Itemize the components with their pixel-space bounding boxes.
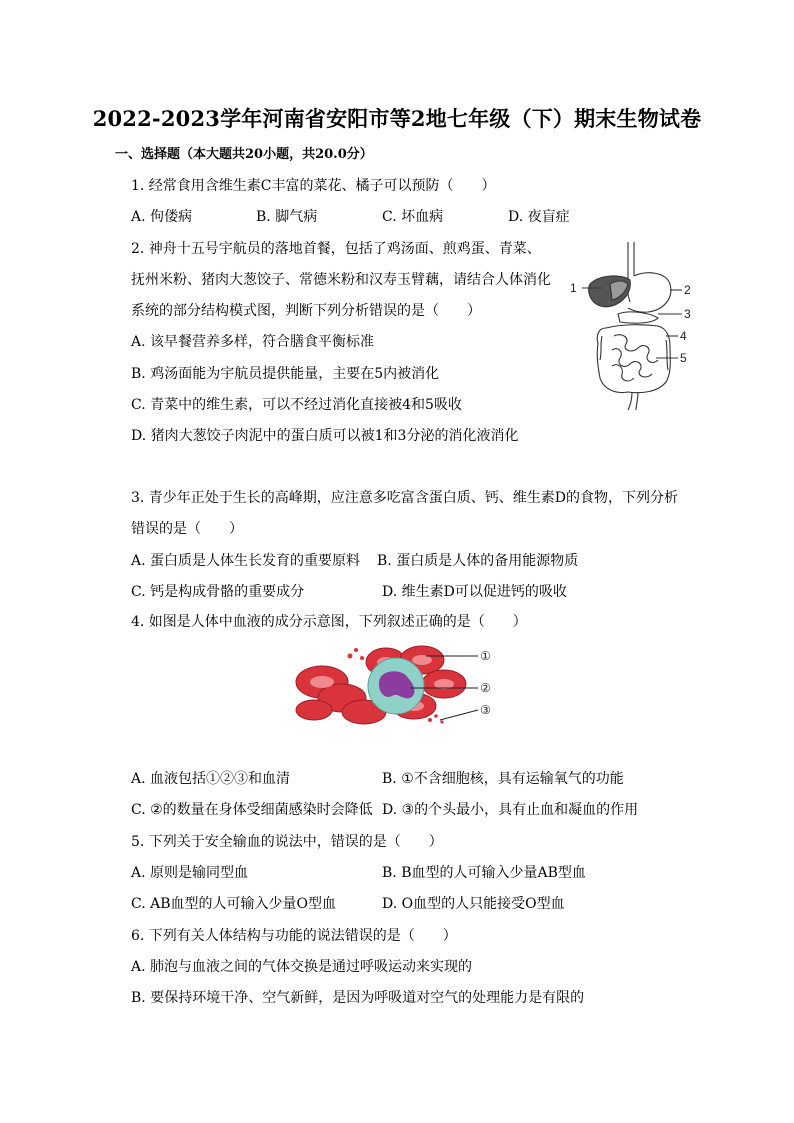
q2-stem-line1: 2. 神舟十五号宇航员的落地首餐，包括了鸡汤面、煎鸡蛋、青菜、 [131,241,541,257]
blood-label-2: ② [480,681,491,695]
q1-option-d: D. 夜盲症 [508,209,570,225]
q2-stem-line3: 系统的部分结构模式图，判断下列分析错误的是（ ） [131,303,481,319]
digestive-label-3: 3 [684,307,691,321]
blood-label-3: ③ [480,703,491,717]
q5-option-c: C. AB血型的人可输入少量O型血 [131,896,336,912]
q3-option-a: A. 蛋白质是人体生长发育的重要原料 [131,553,361,569]
page-title: 2022-2023学年河南省安阳市等2地七年级（下）期末生物试卷 [92,106,702,131]
digestive-system-figure [566,240,696,410]
q3-option-d: D. 维生素D可以促进钙的吸收 [382,584,567,600]
q1-stem: 1. 经常食用含维生素C丰富的菜花、橘子可以预防（ ） [131,178,496,194]
digestive-label-5: 5 [680,351,687,365]
q4-option-a: A. 血液包括①②③和血清 [131,771,291,787]
q2-option-d: D. 猪肉大葱饺子肉泥中的蛋白质可以被1和3分泌的消化液消化 [131,428,519,444]
q4-option-c: C. ②的数量在身体受细菌感染时会降低 [131,802,373,818]
q5-option-a: A. 原则是输同型血 [131,865,249,881]
blood-components-figure [294,640,500,730]
q5-stem: 5. 下列关于安全输血的说法中，错误的是（ ） [131,834,443,850]
q3-stem-line1: 3. 青少年正处于生长的高峰期，应注意多吃富含蛋白质、钙、维生素D的食物，下列分析 [131,490,679,506]
q3-stem-line2: 错误的是（ ） [131,521,243,537]
q6-option-b: B. 要保持环境干净、空气新鲜，是因为呼吸道对空气的处理能力是有限的 [131,990,585,1006]
blood-label-1: ① [480,649,491,663]
q5-option-b: B. B血型的人可输入少量AB型血 [382,865,586,881]
q2-stem-line2: 抚州米粉、猪肉大葱饺子、常德米粉和汉寿玉臂藕，请结合人体消化 [131,272,551,288]
q2-option-a: A. 该早餐营养多样，符合膳食平衡标准 [131,334,375,350]
q1-option-b: B. 脚气病 [256,209,318,225]
digestive-label-2: 2 [684,283,691,297]
q4-stem: 4. 如图是人体中血液的成分示意图，下列叙述正确的是（ ） [131,614,527,630]
q4-option-b: B. ①不含细胞核，具有运输氧气的功能 [382,771,624,787]
q3-option-b: B. 蛋白质是人体的备用能源物质 [377,553,579,569]
digestive-label-1: 1 [570,281,577,295]
q6-stem: 6. 下列有关人体结构与功能的说法错误的是（ ） [131,928,457,944]
q2-option-c: C. 青菜中的维生素，可以不经过消化直接被4和5吸收 [131,397,462,413]
section-heading: 一、选择题（本大题共20小题，共20.0分） [115,147,373,162]
q5-option-d: D. O血型的人只能接受O型血 [382,896,565,912]
q2-option-b: B. 鸡汤面能为宇航员提供能量，主要在5内被消化 [131,366,440,382]
q4-option-d: D. ③的个头最小，具有止血和凝血的作用 [382,802,639,818]
q1-option-a: A. 佝偻病 [131,209,193,225]
q3-option-c: C. 钙是构成骨骼的重要成分 [131,584,305,600]
digestive-label-4: 4 [680,329,687,343]
q6-option-a: A. 肺泡与血液之间的气体交换是通过呼吸运动来实现的 [131,959,473,975]
q1-option-c: C. 坏血病 [382,209,444,225]
